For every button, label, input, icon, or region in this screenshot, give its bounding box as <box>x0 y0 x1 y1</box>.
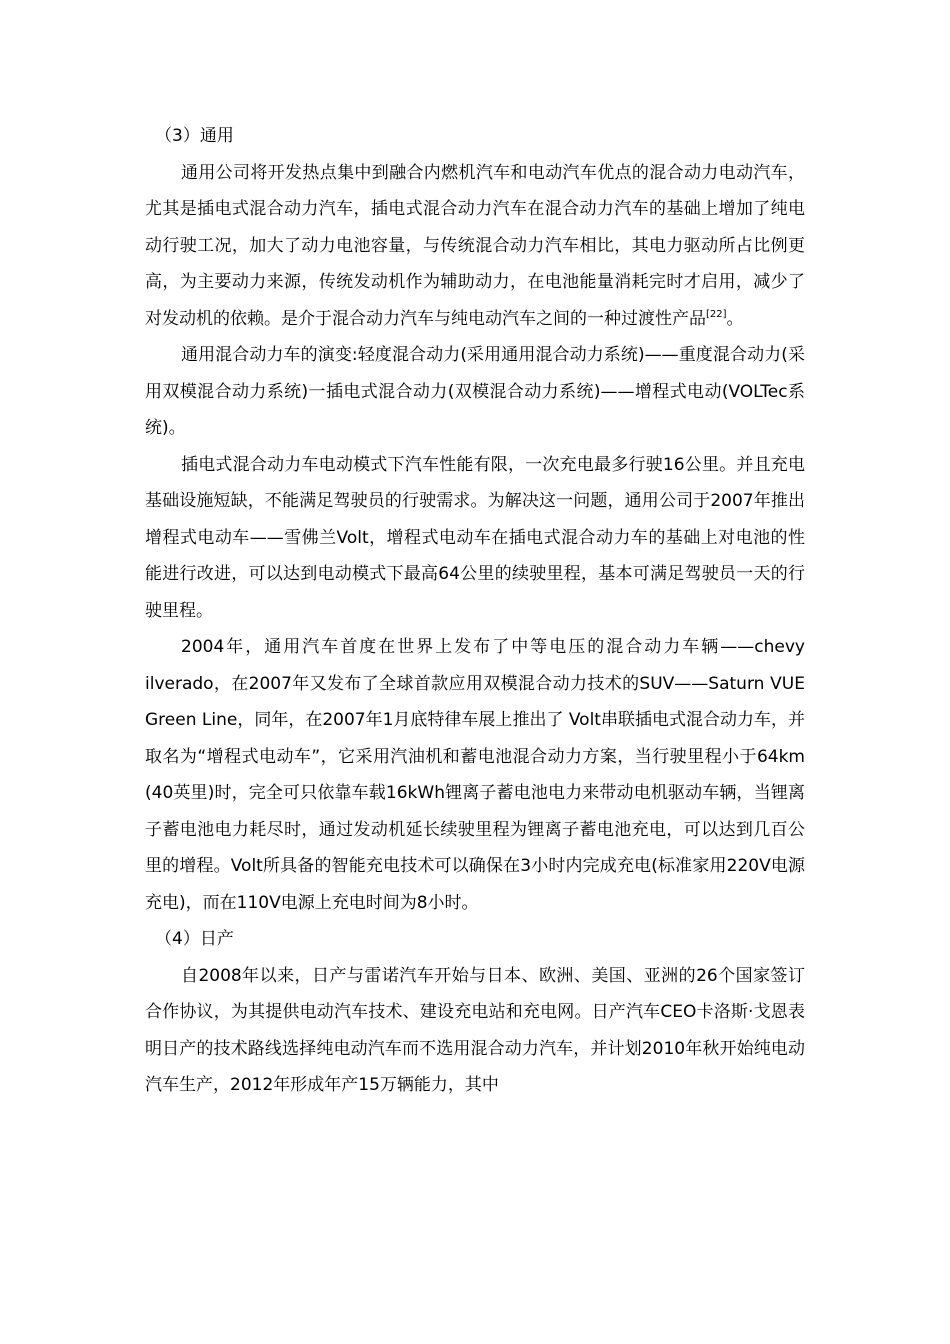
citation-reference: [22] <box>706 308 727 320</box>
paragraph-gm-strategy <box>145 155 805 338</box>
paragraph-gm-strategy-end: 。 <box>726 308 744 329</box>
document-body <box>145 118 805 1104</box>
paragraph-gm-history: 2004年，通用汽车首度在世界上发布了中等电压的混合动力车辆——chevy ilverado，在2007年又发布了全球首款应用双模混合动力技术的SUV——Saturn VUE Green Line，同年，在2007年1月底特律车展上推出了 Volt串联插电式混合动力车，并取名为“增程式电动车”，它采用汽油机和蓄电池混合动力方案，当行驶里程小于64km (40英里)时，完全可只依靠车载16kWh锂离子蓄电池电力来带动电机驱动车辆，当锂离子蓄电池电力耗尽时，通过发动机延长续驶里程为锂离子蓄电池充电，可以达到几百公里的增程。Volt所具备的智能充电技术可以确保在3小时内完成充电(标准家用220V电源充电)，而在110V电源上充电时间为8小时。 <box>145 637 805 913</box>
section-heading-gm: （3）通用 <box>155 126 234 146</box>
paragraph-gm-strategy-text: 通用公司将开发热点集中到融合内燃机汽车和电动汽车优点的混合动力电动汽车，尤其是插电式混合动力汽车，插电式混合动力汽车在混合动力汽车的基础上增加了纯电动行驶工况，加大了动力电池容量，与传统混合动力汽车相比，其电力驱动所占比例更高，为主要动力来源，传统发动机作为辅助动力，在电池能量消耗完时才启用，减少了对发动机的依赖。是介于混合动力汽车与纯电动汽车之间的一种过渡性产品 <box>145 162 805 329</box>
paragraph-gm-volt: 插电式混合动力车电动模式下汽车性能有限，一次充电最多行驶16公里。并且充电基础设施短缺，不能满足驾驶员的行驶需求。为解决这一问题，通用公司于2007年推出增程式电动车——雪佛兰Volt，增程式电动车在插电式混合动力车的基础上对电池的性能进行改进，可以达到电动模式下最高64公里的续驶里程，基本可满足驾驶员一天的行驶里程。 <box>145 454 805 621</box>
paragraph-nissan-strategy: 自2008年以来，日产与雷诺汽车开始与日本、欧洲、美国、亚洲的26个国家签订合作协议，为其提供电动汽车技术、建设充电站和充电网。日产汽车CEO卡洛斯·戈恩表明日产的技术路线选择纯电动汽车而不选用混合动力汽车，并计划2010年秋开始纯电动汽车生产，2012年形成年产15万辆能力，其中 <box>145 965 805 1095</box>
section-heading-nissan: （4）日产 <box>155 929 234 949</box>
paragraph-gm-evolution: 通用混合动力车的演变:轻度混合动力(采用通用混合动力系统)——重度混合动力(采用双模混合动力系统)一插电式混合动力(双模混合动力系统)——增程式电动(VOLTec系统)。 <box>145 345 805 438</box>
